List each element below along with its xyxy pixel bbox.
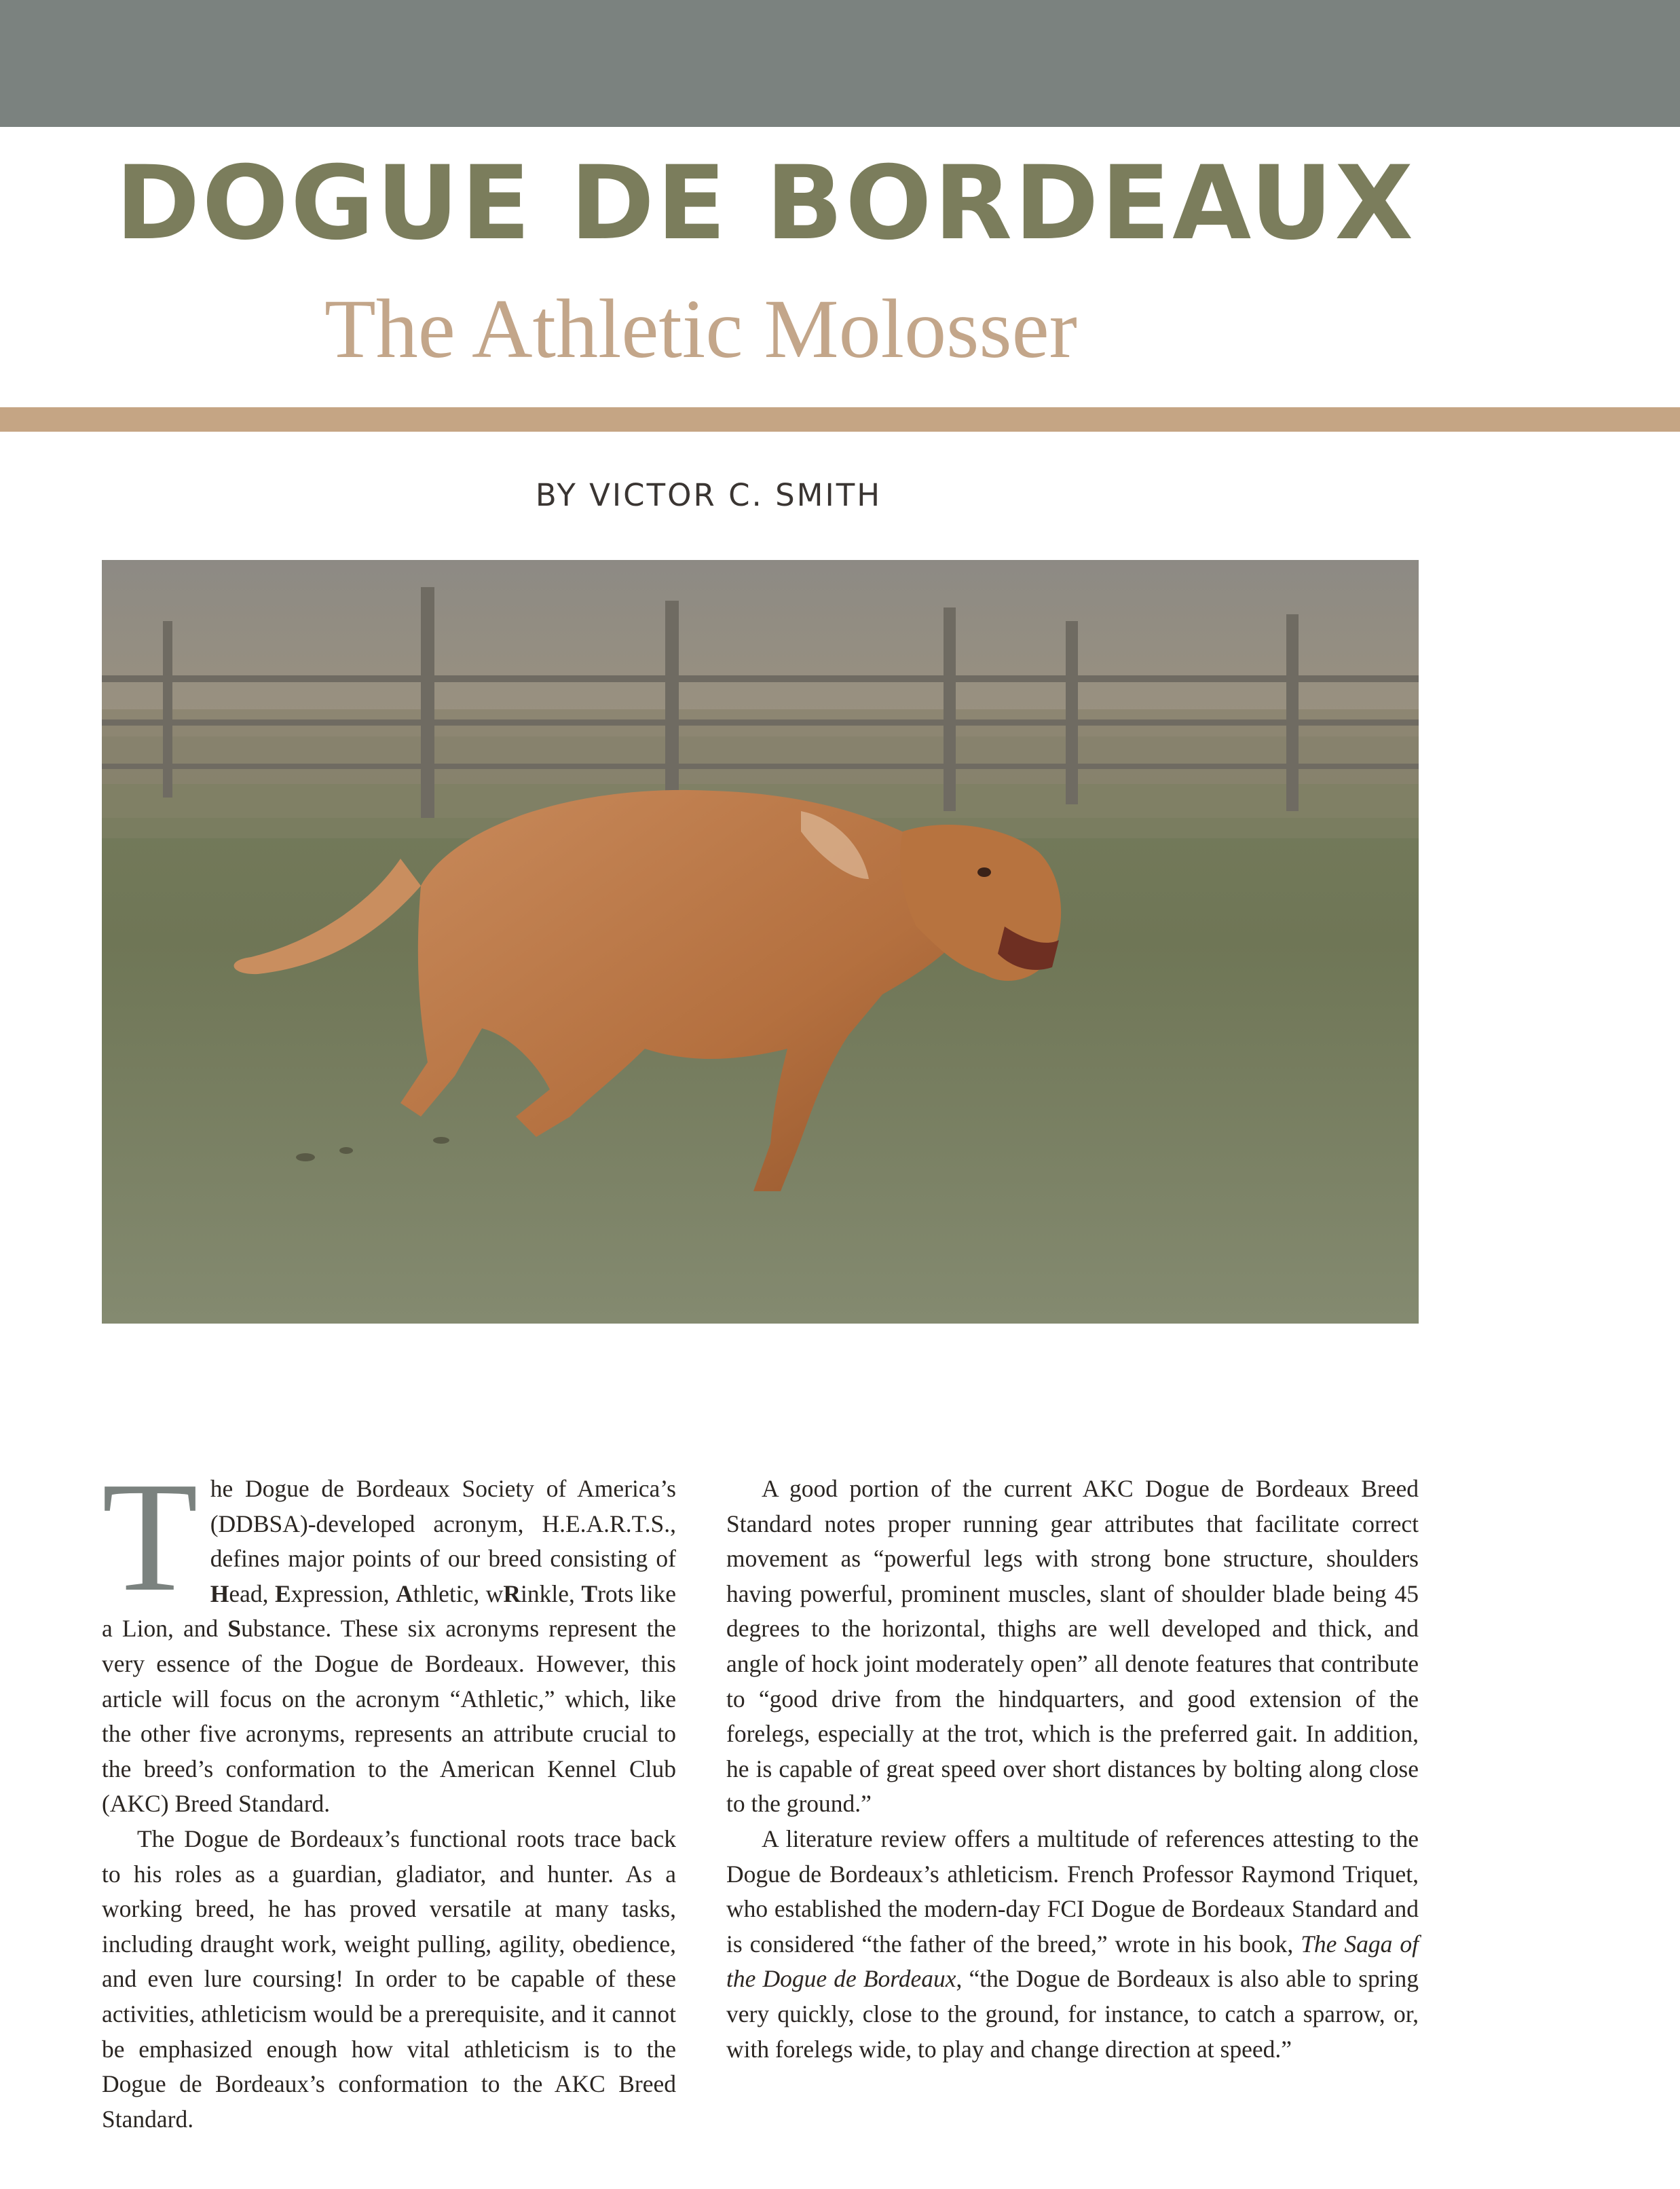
- text-run: rots like a Lion, and: [102, 1579, 677, 1643]
- drop-cap: T: [102, 1450, 198, 1624]
- acronym-letter: H: [210, 1579, 229, 1607]
- text-run: inkle,: [521, 1579, 582, 1607]
- article-column-right: [726, 1472, 1419, 2067]
- dog-photo-illustration: [102, 560, 1419, 1324]
- book-title: The Saga of the Dogue de Bordeaux: [726, 1930, 1419, 1993]
- text-run: he Dogue de Bordeaux Society of America’s (DDBSA)-developed acronym, H.E.A.R.T.S., defines major points of our breed consisting of: [210, 1475, 676, 1573]
- acronym-letter: T: [581, 1579, 598, 1607]
- text-run: ead,: [229, 1579, 275, 1607]
- article-subtitle: The Athletic Molosser: [324, 282, 1077, 375]
- text-run: , “the Dogue de Bordeaux is also able to spring very quickly, close to the ground, for instance, to catch a sparrow, or, with forelegs wide, to play and change direction at speed.”: [726, 1965, 1419, 2063]
- article-paragraph: The Dogue de Bordeaux’s functional roots trace back to his roles as a guardian, gladiator, and hunter. As a working breed, he has proved versatile at many tasks, including draught work, weight pulling, agility, obedience, and even lure coursing! In order to be capable of these activities, athleticism would be a prerequisite, and it cannot be emphasized enough how vital athleticism is to the Dogue de Bordeaux’s conformation to the AKC Breed Standard.: [102, 1825, 676, 2133]
- article-column-left: [102, 1450, 677, 2137]
- header-divider: [0, 407, 1680, 432]
- article-paragraph: A good portion of the current AKC Dogue de Bordeaux Breed Standard notes proper running gear attributes that facilitate correct movement as “powerful legs with strong bone structure, shoulders having powerful, prominent muscles, slant of shoulder blade being 45 degrees to the horizontal, thighs are well developed and thick, and angle of hock joint moderately open” all denote features that contribute to “good drive from the hindquarters, and good extension of the forelegs, especially at the trot, which is the preferred gait. In addition, he is capable of great speed over short distances by bolting along close to the ground.”: [726, 1475, 1419, 1818]
- top-color-band: [0, 0, 1680, 127]
- article-paragraph: [726, 1822, 1419, 2067]
- article-paragraph: [102, 1450, 677, 1822]
- author-byline: BY VICTOR C. SMITH: [535, 477, 882, 513]
- acronym-letter: E: [274, 1579, 291, 1607]
- acronym-letter: A: [396, 1579, 413, 1607]
- text-run: thletic, w: [413, 1579, 504, 1607]
- article-title: DOGUE DE BORDEAUX: [115, 145, 1416, 263]
- text-run: A literature review offers a multitude of references attesting to the Dogue de Bordeaux’s athleticism. French Professor Raymond Triquet, who established the modern-day FCI Dogue de Bordeaux Standard and is considered “the father of the breed,” wrote in his book,: [726, 1825, 1419, 1958]
- acronym-letter: S: [227, 1615, 242, 1643]
- acronym-letter: R: [503, 1579, 521, 1607]
- text-run: ubstance. These six acronyms represent the very essence of the Dogue de Bordeaux. However, this article will focus on the acronym “Athletic,” which, like the other five acronyms, represents an attribute crucial to the breed’s conformation to the American Kennel Club (AKC) Breed Standard.: [102, 1615, 676, 1818]
- text-run: xpression,: [291, 1579, 396, 1607]
- running-dog-photo: [102, 560, 1419, 1324]
